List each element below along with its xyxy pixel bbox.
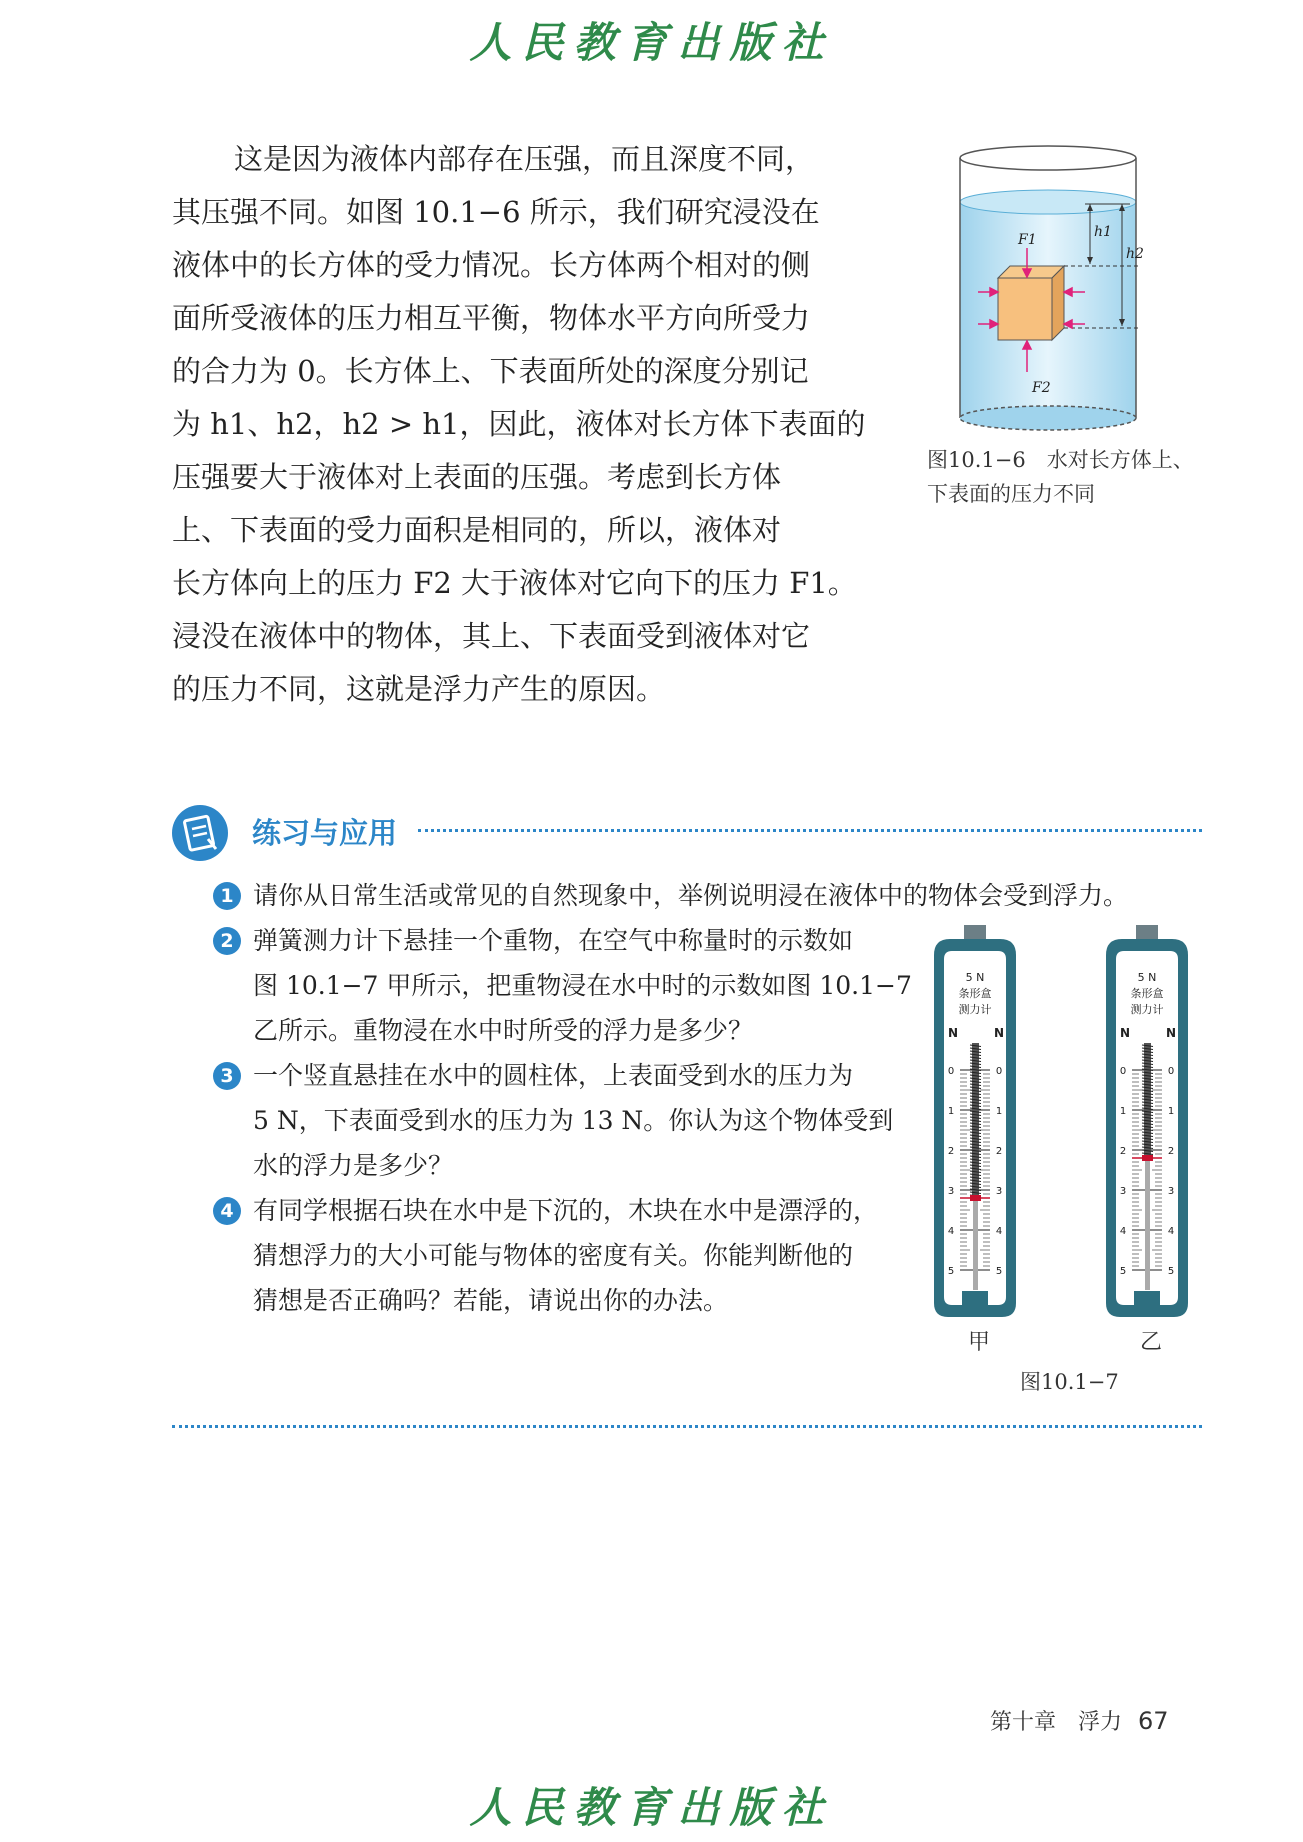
body-line: 其压强不同。如图 10.1−6 所示，我们研究浸没在 <box>172 195 820 229</box>
scale-name-label: 条形盒 <box>1130 987 1164 1000</box>
page-number: 67 <box>1138 1707 1169 1735</box>
exercise-line: 猜想是否正确吗？若能，请说出你的办法。 <box>253 1286 729 1315</box>
section-heading <box>172 805 1202 861</box>
scale-tick-label: 5 <box>1119 1266 1127 1277</box>
scale-tick-label: 4 <box>995 1226 1003 1237</box>
body-line: 长方体向上的压力 F2 大于液体对它向下的压力 F1。 <box>172 566 857 600</box>
scale-tick-label: 4 <box>947 1226 955 1237</box>
exercise-notebook-icon <box>172 805 228 861</box>
water-surface <box>960 190 1136 214</box>
scale-tick-label: 0 <box>947 1066 955 1077</box>
scale-tick-label: 2 <box>995 1146 1003 1157</box>
h2-label: h2 <box>1126 246 1144 262</box>
scale-rod <box>973 1201 978 1290</box>
figure-10-1-6-caption <box>927 443 1207 511</box>
scale-range-label: 5 N <box>1137 971 1157 984</box>
figure-10-1-6-beaker <box>950 140 1150 440</box>
scale-tick-label: 1 <box>1167 1106 1175 1117</box>
figure-10-1-7-caption: 图10.1−7 <box>1020 1370 1119 1394</box>
figure-10-1-7-spring-scales <box>930 925 1200 1320</box>
body-line: 浸没在液体中的物体，其上、下表面受到液体对它 <box>172 619 811 653</box>
publisher-watermark-top: 人民教育出版社 <box>469 18 834 67</box>
scale-tick-label: 0 <box>1167 1066 1175 1077</box>
exercise-line: 乙所示。重物浸在水中时所受的浮力是多少？ <box>253 1016 754 1045</box>
cube-front <box>998 278 1052 340</box>
scale-label-jia: 甲 <box>968 1330 991 1355</box>
scale-name-label: 测力计 <box>1130 1003 1164 1016</box>
scale-tick-label: 3 <box>1167 1186 1175 1197</box>
exercise-line: 5 N，下表面受到水的压力为 13 N。你认为这个物体受到 <box>253 1106 894 1135</box>
scale-tick-label: 3 <box>995 1186 1003 1197</box>
f2-label: F2 <box>1032 380 1051 396</box>
exercise-line: 请你从日常生活或常见的自然现象中，举例说明浸在液体中的物体会受到浮力。 <box>253 881 1129 910</box>
body-line: 的压力不同，这就是浮力产生的原因。 <box>172 672 666 706</box>
h1-label: h1 <box>1094 224 1112 240</box>
scale-tick-label: 5 <box>1167 1266 1175 1277</box>
scale-unit-label: N <box>994 1026 1005 1040</box>
scale-name-label: 测力计 <box>958 1003 992 1016</box>
exercise-number: 3 <box>213 1062 241 1090</box>
scale-label-yi: 乙 <box>1140 1330 1163 1355</box>
body-paragraph <box>172 133 866 716</box>
body-line: 液体中的长方体的受力情况。长方体两个相对的侧 <box>172 248 811 282</box>
scale-tick-label: 5 <box>947 1266 955 1277</box>
exercise-number: 4 <box>213 1197 241 1225</box>
section-end-divider <box>172 1425 1202 1428</box>
spring-scale-jia <box>934 925 1016 1317</box>
publisher-watermark-bottom: 人民教育出版社 <box>469 1783 834 1832</box>
exercise-number: 2 <box>213 927 241 955</box>
scale-unit-label: N <box>1166 1026 1177 1040</box>
beaker-rim <box>960 146 1136 170</box>
scale-name-label: 条形盒 <box>958 987 992 1000</box>
scale-tick-label: 5 <box>995 1266 1003 1277</box>
page-footer <box>990 1705 1169 1736</box>
body-line: 上、下表面的受力面积是相同的，所以，液体对 <box>172 513 782 547</box>
exercise-line: 图 10.1−7 甲所示，把重物浸在水中时的示数如图 10.1−7 <box>253 971 912 1000</box>
caption-line: 图10.1−6 水对长方体上、 <box>927 448 1194 472</box>
exercise-item <box>213 873 1133 918</box>
body-line: 面所受液体的压力相互平衡，物体水平方向所受力 <box>172 301 811 335</box>
scale-tick-label: 2 <box>1167 1146 1175 1157</box>
scale-tick-label: 4 <box>1167 1226 1175 1237</box>
spring-scale-yi <box>1106 925 1188 1317</box>
scale-tick-label: 3 <box>947 1186 955 1197</box>
body-line: 这是因为液体内部存在压强，而且深度不同， <box>234 142 815 176</box>
scale-unit-label: N <box>1120 1026 1131 1040</box>
scale-rod <box>1145 1161 1150 1290</box>
scale-tick-label: 1 <box>947 1106 955 1117</box>
body-line: 压强要大于液体对上表面的压强。考虑到长方体 <box>172 460 782 494</box>
scale-tick-label: 2 <box>1119 1146 1127 1157</box>
cube-side <box>1052 266 1064 340</box>
exercise-number: 1 <box>213 882 241 910</box>
exercise-line: 弹簧测力计下悬挂一个重物，在空气中称量时的示数如 <box>253 926 854 955</box>
exercise-line: 一个竖直悬挂在水中的圆柱体，上表面受到水的压力为 <box>253 1061 854 1090</box>
chapter-title: 第十章 浮力 <box>990 1710 1123 1735</box>
f1-label: F1 <box>1018 232 1037 248</box>
beaker-bottom <box>960 406 1136 430</box>
scale-tick-label: 4 <box>1119 1226 1127 1237</box>
exercise-line: 有同学根据石块在水中是下沉的，木块在水中是漂浮的， <box>253 1196 879 1225</box>
scale-tick-label: 1 <box>1119 1106 1127 1117</box>
scale-range-label: 5 N <box>965 971 985 984</box>
scale-tick-label: 1 <box>995 1106 1003 1117</box>
scale-tick-label: 0 <box>1119 1066 1127 1077</box>
exercise-line: 猜想浮力的大小可能与物体的密度有关。你能判断他的 <box>253 1241 854 1270</box>
scale-tick-label: 0 <box>995 1066 1003 1077</box>
section-title: 练习与应用 <box>252 816 398 850</box>
body-line: 为 h1、h2，h2 > h1，因此，液体对长方体下表面的 <box>172 407 866 441</box>
exercise-line: 水的浮力是多少？ <box>253 1151 454 1180</box>
caption-line: 下表面的压力不同 <box>927 482 1095 506</box>
heading-divider <box>418 829 1202 832</box>
scale-unit-label: N <box>948 1026 959 1040</box>
scale-tick-label: 3 <box>1119 1186 1127 1197</box>
body-line: 的合力为 0。长方体上、下表面所处的深度分别记 <box>172 354 809 388</box>
scale-tick-label: 2 <box>947 1146 955 1157</box>
